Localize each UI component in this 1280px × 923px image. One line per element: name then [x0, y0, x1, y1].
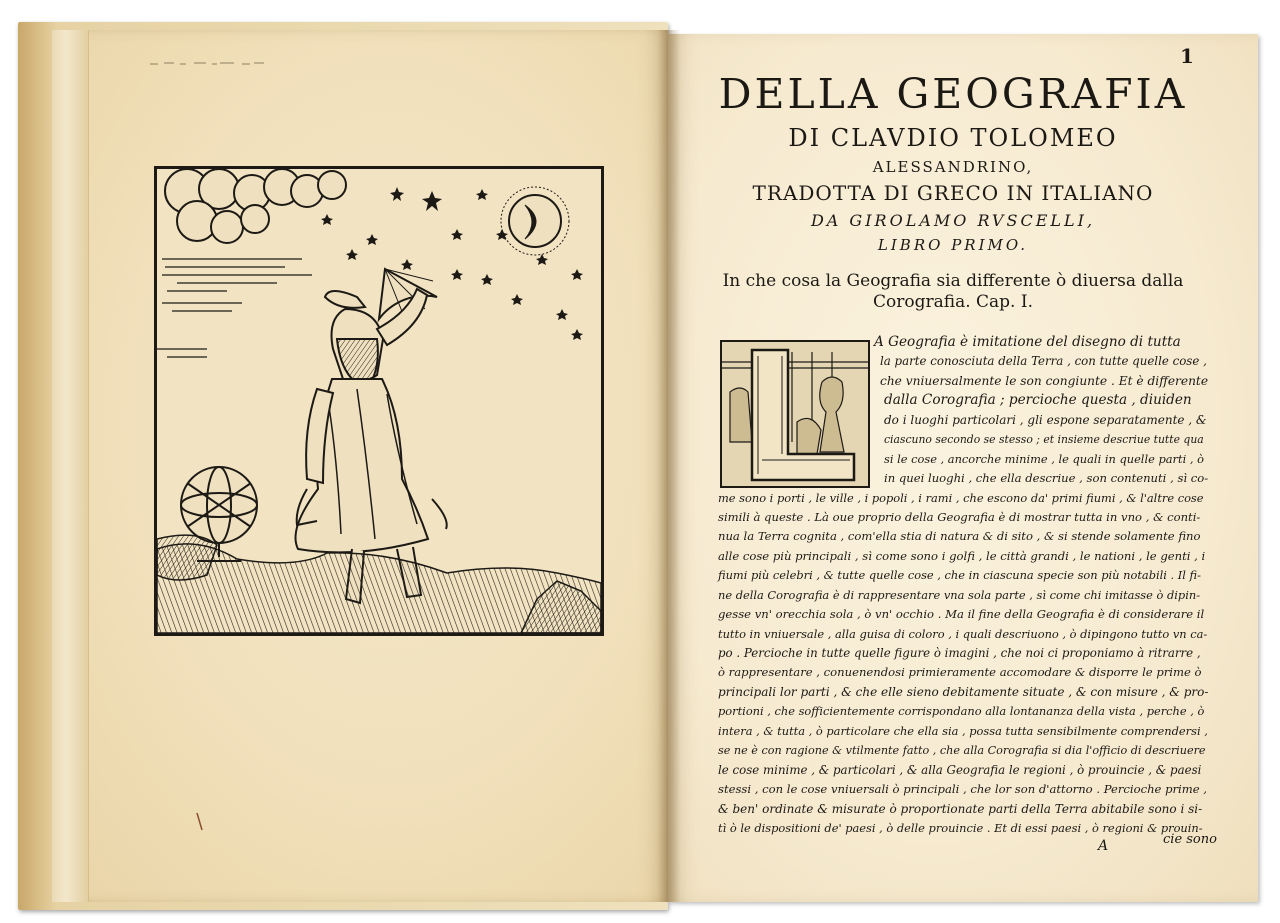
page-number: 1 [1180, 44, 1194, 68]
title-line-3: ALESSANDRINO, [872, 158, 1034, 176]
body-line-6: ciascuno secondo se stesso ; et insieme descriue tutte qua [884, 433, 1204, 447]
body-line-7: si le cose , ancorche minime , le quali in quelle parti , ò [884, 451, 1204, 466]
body-line-2: la parte conosciuta della Terra , con tutte quelle cose , [880, 354, 1207, 369]
body-line-19: principali lor parti , & che elle sieno debitamente situate , & con misure , & pro- [718, 684, 1209, 699]
title-line-4: TRADOTTA DI GRECO IN ITALIANO [752, 181, 1154, 205]
title-line-5: DA GIROLAMO RVSCELLI, [810, 211, 1096, 230]
body-line-14: ne della Corografia è di rappresentare vna sola parte , sì come chi imitasse ò dipin- [718, 587, 1201, 602]
body-line-15: gesse vn' orecchia sola , ò vn' occhio . Ma il fine della Geografia è di considerare il [718, 607, 1205, 622]
astronomer-woodcut-svg [157, 169, 601, 633]
initial-l-woodcut [722, 342, 868, 486]
book-gutter [658, 30, 680, 902]
body-line-11: nua la Terra cognita , com'ella stia di natura & di sito , & si stende solamente fino [718, 529, 1201, 544]
body-line-25: & ben' ordinate & misurate ò proportionate parti della Terra abitabile sono i si- [718, 801, 1203, 816]
body-line-5: do i luoghi particolari , gli espone separatamente , & [884, 412, 1207, 427]
catchword: cie sono [1163, 832, 1217, 847]
decorated-initial-l [720, 340, 870, 488]
body-line-9: me sono i porti , le ville , i popoli , i rami , che escono da' primi fiumi , & l'altre cose [718, 490, 1204, 505]
body-line-4: dalla Corografia ; percioche questa , diuiden [884, 392, 1192, 409]
body-line-22: se ne è con ragione & vtilmente fatto , che alla Corografia si dia l'officio di descriuere [718, 744, 1206, 758]
body-line-13: fiumi più celebri , & tutte quelle cose , che in ciascuna specie son più notabili . Il fi- [718, 568, 1201, 583]
chapter-heading-line-1: In che cosa la Geografia sia differente ò diuersa dalla [722, 271, 1184, 291]
body-line-20: portioni , che sofficientemente corrispondano alla lontananza della vista , perche , ò [718, 704, 1205, 719]
body-line-12: alle cose più principali , sì come sono i golfi , le città grandi , le nationi , le genti , i [718, 548, 1206, 563]
woodcut-astronomer-illustration [154, 166, 604, 636]
body-line-16: tutto in vniuersale , alla guisa di coloro , i quali descriuono , ò dipingono tutto vn ca- [718, 626, 1208, 641]
body-line-3: che vniuersalmente le son congiunte . Et è differente [880, 373, 1209, 388]
title-line-6: LIBRO PRIMO. [877, 236, 1029, 254]
bleed-through-marks [150, 58, 370, 68]
body-line-23: le cose minime , & particolari , & alla Geografia le regioni , ò prouincie , & paesi [718, 762, 1202, 777]
signature-mark: A [1098, 838, 1109, 854]
title-line-2: DI CLAVDIO TOLOMEO [788, 124, 1118, 152]
body-line-17: po . Percioche in tutte quelle figure ò imagini , che noi ci proponiamo à ritrarre , [718, 646, 1201, 661]
chapter-heading-line-2: Corografia. Cap. I. [873, 292, 1033, 312]
body-line-8: in quei luoghi , che ella descriue , son contenuti , sì co- [884, 471, 1209, 486]
body-line-1: A Geografia è imitatione del disegno di tutta [874, 334, 1181, 350]
body-line-26: tì ò le dispositioni de' paesi , ò delle prouincie . Et di essi paesi , ò regioni & prouin- [718, 821, 1203, 835]
body-line-10: simili à queste . Là oue proprio della Geografia è di mostrar tutta in vno , & conti- [718, 509, 1201, 524]
left-page-fold [52, 30, 89, 902]
body-line-18: ò rappresentare , conuenendosi primieramente accomodare & disporre le prime ò [718, 665, 1202, 680]
title-line-1: DELLA GEOGRAFIA [718, 70, 1188, 118]
body-line-24: stessi , con le cose vniuersali ò principali , che lor son d'attorno . Percioche prime , [718, 782, 1207, 797]
body-line-21: intera , & tutta , ò particolare che ella sia , possa tutta sensibilmente comprendersi , [718, 723, 1208, 738]
stray-ink-mark [196, 812, 204, 832]
